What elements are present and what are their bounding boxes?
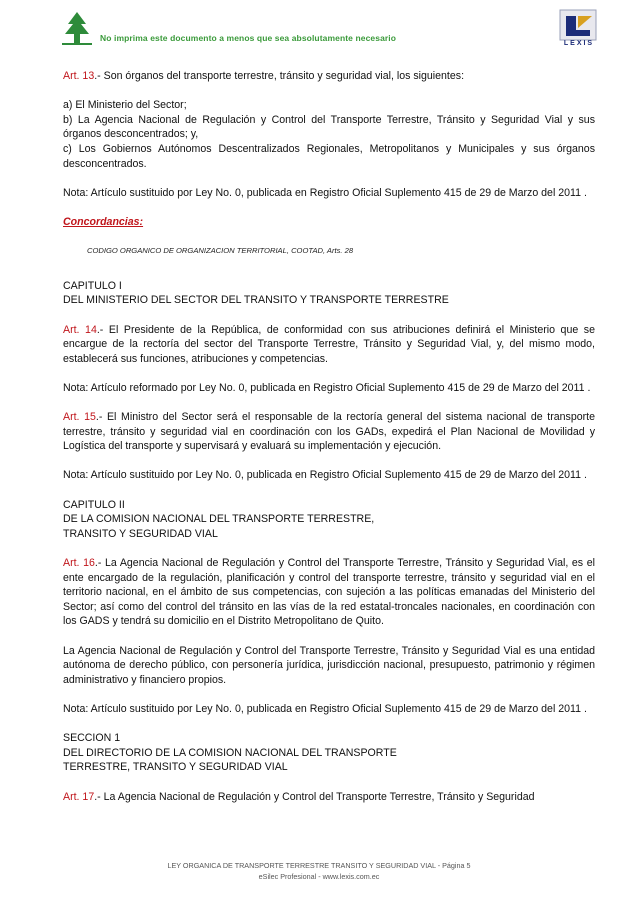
footer-title: LEY ORGANICA DE TRANSPORTE TERRESTRE TRANSITO Y SEGURIDAD VIAL - Página 5 xyxy=(167,861,471,870)
chapter-1-title: CAPITULO I xyxy=(63,279,122,292)
chapter-1-subtitle: DEL MINISTERIO DEL SECTOR DEL TRANSITO Y TRANSPORTE TERRESTRE xyxy=(63,294,449,307)
chapter-2-subtitle-1: DE LA COMISION NACIONAL DEL TRANSPORTE TERRESTRE, xyxy=(63,513,375,526)
article-label: Art. 16 xyxy=(63,557,95,569)
page-header xyxy=(0,0,638,56)
article-text: .- La Agencia Nacional de Regulación y Control del Transporte Terrestre, Tránsito y Seguridad xyxy=(94,790,535,803)
article-label: Art. 13 xyxy=(63,70,95,82)
chapter-2-title: CAPITULO II xyxy=(63,498,125,511)
article-14-note: Nota: Artículo reformado por Ley No. 0, publicada en Registro Oficial Suplemento 415 de 29 de Marzo del 2011 . xyxy=(63,381,591,394)
article-text: .- El Presidente de la República, de conformidad con sus atribuciones definirá el Ministerio que se encargue de la rectoría del sector del Transporte Terrestre, Tránsito y Seguridad Vial, y, del mismo modo, establecerá sus funciones, atribuciones y competencias. xyxy=(63,323,595,365)
list-item-c: c) Los Gobiernos Autónomos Descentralizados Regionales, Metropolitanos y Municipales y sus órganos desconcentrados. xyxy=(63,142,595,170)
article-text: .- La Agencia Nacional de Regulación y Control del Transporte Terrestre, Tránsito y Seguridad Vial, es el ente encargado de la regulación, planificación y control del transporte terrestre, tránsito y seguridad vial en el territorio nacional, en el ámbito de sus competencias, con sujeción a las políticas emanadas del Ministerio del Sector; así como del control del tránsito en las vías de la red estatal-troncales nacionales, en coordinación con los GADS y tendrá su domicilio en el Distrito Metropolitano de Quito. xyxy=(63,557,595,628)
article-14 xyxy=(63,323,595,367)
article-label: Art. 15 xyxy=(63,411,96,424)
footer-site: eSilec Profesional - www.lexis.com.ec xyxy=(258,872,380,881)
article-17 xyxy=(63,790,595,805)
article-text: .- El Ministro del Sector será el responsable de la rectoría general del sistema nacional de transporte terrestre, tránsito y seguridad vial en coordinación con los GADs, expedirá el Plan Nacional de Movilidad y Logística del transporte y supervisará y evaluará su implementación y ejecución. xyxy=(63,411,595,453)
list-item-b: b) La Agencia Nacional de Regulación y Control del Transporte Terrestre, Tránsito y Seguridad Vial y sus órganos desconcentrados; y, xyxy=(63,113,595,141)
section-1-subtitle-1: DEL DIRECTORIO DE LA COMISION NACIONAL DEL TRANSPORTE xyxy=(63,746,397,759)
tree-icon xyxy=(60,10,94,46)
list-item-a: a) El Ministerio del Sector; xyxy=(63,99,187,112)
print-notice: No imprima este documento a menos que sea absolutamente necesario xyxy=(100,33,397,43)
lexis-logo-text: LEXIS xyxy=(563,40,595,47)
document-body xyxy=(63,69,595,819)
article-label: Art. 14 xyxy=(63,323,97,336)
article-15 xyxy=(63,410,595,454)
article-text: .- Son órganos del transporte terrestre, tránsito y seguridad vial, los siguientes: xyxy=(94,70,465,82)
article-label: Art. 17 xyxy=(63,790,95,803)
article-16-note: Nota: Artículo sustituido por Ley No. 0, publicada en Registro Oficial Suplemento 415 de 29 de Marzo del 2011 . xyxy=(63,702,587,715)
section-1-subtitle-2: TERRESTRE, TRANSITO Y SEGURIDAD VIAL xyxy=(63,761,288,774)
page-footer xyxy=(0,860,638,882)
article-13-note: Nota: Artículo sustituido por Ley No. 0, publicada en Registro Oficial Suplemento 415 de 29 de Marzo del 2011 . xyxy=(63,186,587,199)
article-16-paragraph-2: La Agencia Nacional de Regulación y Control del Transporte Terrestre, Tránsito y Seguridad Vial es una entidad autónoma de derecho público, con personería jurídica, jurisdicción nacional, presupuesto, patrimonio y régimen administrativo y financiero propios. xyxy=(63,644,595,686)
article-16 xyxy=(63,556,595,629)
article-15-note: Nota: Artículo sustituido por Ley No. 0, publicada en Registro Oficial Suplemento 415 de 29 de Marzo del 2011 . xyxy=(63,469,587,482)
concordancias-item: CODIGO ORGANICO DE ORGANIZACION TERRITORIAL, COOTAD, Arts. 28 xyxy=(87,246,354,256)
section-1-title: SECCION 1 xyxy=(63,732,121,745)
concordancias-title: Concordancias: xyxy=(63,215,144,228)
chapter-2-subtitle-2: TRANSITO Y SEGURIDAD VIAL xyxy=(63,527,218,540)
article-13 xyxy=(63,69,595,84)
